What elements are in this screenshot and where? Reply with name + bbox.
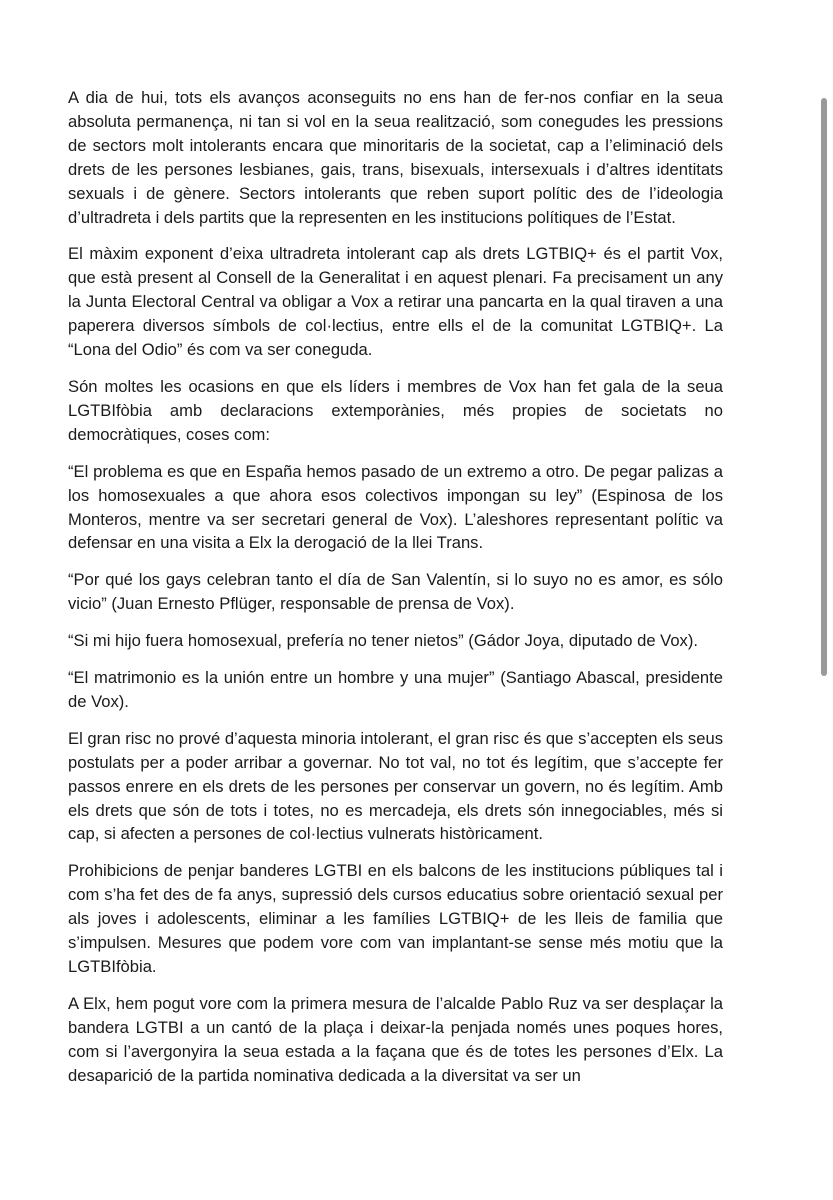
quote-paragraph-1: “El problema es que en España hemos pasado de un extremo a otro. De pegar palizas a los homosexuales a que ahora esos colectivos impongan su ley” (Espinosa de los Monteros, mentre va ser secretari general de Vox). L’aleshores representant polític va defensar en una visita a Elx la derogació de la llei Trans. <box>68 461 723 553</box>
paragraph-10: A Elx, hem pogut vore com la primera mesura de l’alcalde Pablo Ruz va ser desplaçar la bandera LGTBI a un cantó de la plaça i deixar-la penjada només unes poques hores, com si l’avergonyira la seua estada a la façana que és de totes les persones d’Elx. La desaparició de la partida nominativa dedicada a la diversitat va ser un <box>68 993 723 1085</box>
paragraph-1: A dia de hui, tots els avanços aconseguits no ens han de fer-nos confiar en la seua absoluta permanença, ni tan si vol en la seua realització, som conegudes les pressions de sectors molt intolerants encara que minoritaris de la societat, cap a l’eliminació dels drets de les persones lesbianes, gais, trans, bisexuals, intersexuals i d’altres identitats sexuals i de gènere. Sectors intolerants que reben suport polític des de l’ideologia d’ultradreta i dels partits que la representen en les institucions polítiques de l’Estat. <box>68 88 723 227</box>
paragraph-8: El gran risc no prové d’aquesta minoria intolerant, el gran risc és que s’accepten els seus postulats per a poder arribar a governar. No tot val, no tot és legítim, que s’accepte fer passos enrere en els drets de les persones per conservar un govern, no és legítim. Amb els drets que són de tots i totes, no es mercadeja, els drets són innegociables, més si cap, si afecten a persones de col·lectius vulnerats històricament. <box>68 728 723 844</box>
scrollbar-thumb[interactable] <box>821 98 827 676</box>
paragraph-9: Prohibicions de penjar banderes LGTBI en els balcons de les institucions públiques tal i com s’ha fet des de fa anys, supressió dels cursos educatius sobre orientació sexual per als joves i adolescents, eliminar a les famílies LGTBIQ+ de les lleis de familia que s’impulsen. Mesures que podem vore com van implantant-se sense més motiu que la LGTBIfòbia. <box>68 861 723 976</box>
quote-paragraph-3: “Si mi hijo fuera homosexual, prefería no tener nietos” (Gádor Joya, diputado de Vox). <box>68 631 698 651</box>
quote-paragraph-2: “Por qué los gays celebran tanto el día de San Valentín, si lo suyo no es amor, es sólo vicio” (Juan Ernesto Pflüger, responsable de prensa de Vox). <box>68 570 723 614</box>
paragraph-3: Són moltes les ocasions en que els líders i membres de Vox han fet gala de la seua LGTBIfòbia amb declaracions extemporànies, més propies de societats no democràtiques, coses com: <box>68 376 723 444</box>
paragraph-2: El màxim exponent d’eixa ultradreta intolerant cap als drets LGTBIQ+ és el partit Vox, que està present al Consell de la Generalitat i en aquest plenari. Fa precisament un any la Junta Electoral Central va obligar a Vox a retirar una pancarta en la qual tiraven a una paperera diversos símbols de col·lectius, entre ells el de la comunitat LGTBIQ+. La “Lona del Odio” és com va ser coneguda. <box>68 244 723 360</box>
document-body <box>68 86 723 1101</box>
quote-paragraph-4: “El matrimonio es la unión entre un hombre y una mujer” (Santiago Abascal, presidente de Vox). <box>68 668 723 711</box>
